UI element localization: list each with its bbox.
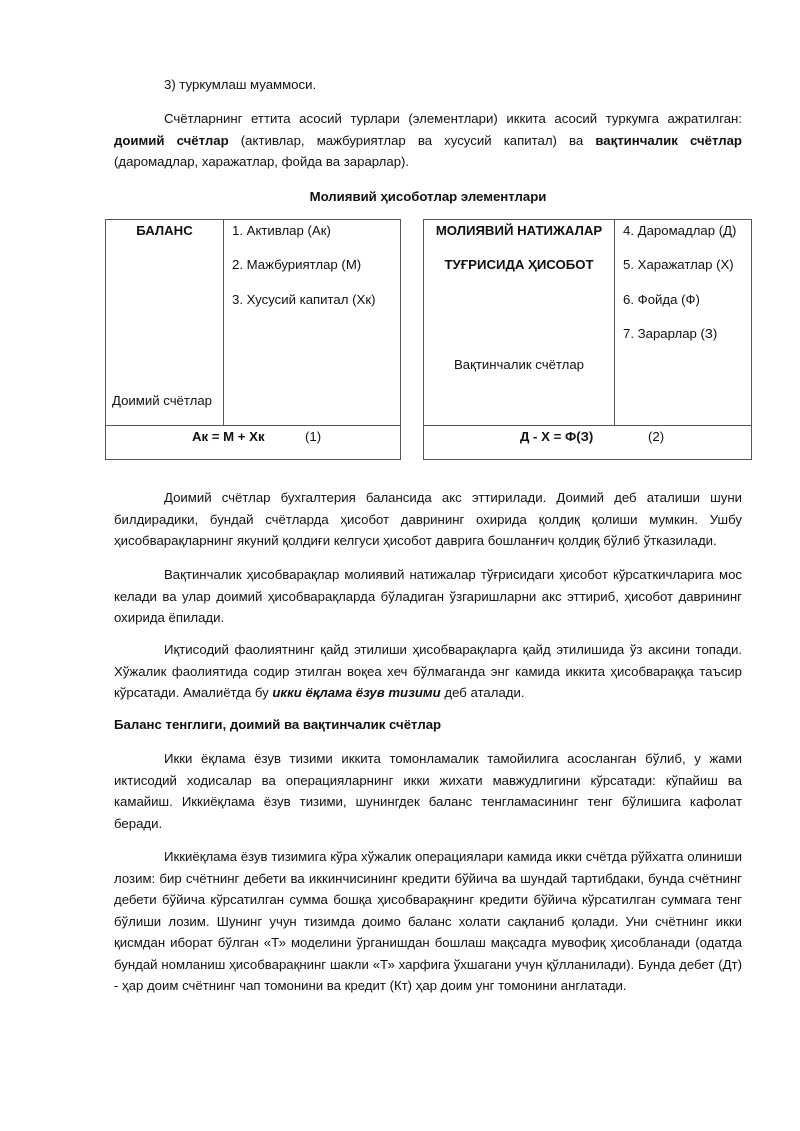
intro-text-2: (активлар, мажбуриятлар ва хусусий капитал) ва — [228, 132, 596, 148]
paragraph-temporary-accounts: Вақтинчалик ҳисобварақлар молиявий натижалар тўғрисидаги ҳисобот кўрсаткичларига мос келади ва улар доимий ҳисобварақларда бўладиган ўзгаришларни акс эттириб, ҳисобот даврининг охирида ёпилади. — [114, 567, 742, 625]
double-entry-text-1: Иқтисодий фаолиятнинг қайд этилиши ҳисобварақларга қайд этилишида ўз аксини топади. Хўжалик фаолиятида содир этилган воқеа хеч бўлмаганда энг камида иккита ҳисобвараққа таъсир кўрсатади. Амалиётда бу — [114, 642, 742, 700]
results-item: 5. Харажатлар (Х) — [623, 257, 734, 273]
results-formula-number: (2) — [648, 429, 665, 444]
balance-title-cell — [106, 220, 224, 426]
intro-paragraph — [114, 108, 742, 173]
results-title-line-2: ТУҒРИСИДА ҲИСОБОТ — [444, 257, 594, 272]
intro-text-3: (даромадлар, харажатлар, фойда ва зарарлар). — [114, 154, 410, 169]
balance-formula-number: (1) — [305, 429, 322, 444]
paragraph-t-model: Иккиёқлама ёзув тизимига кўра хўжалик операциялари камида икки счётда рўйхатга олиниши лозим: бир счётнинг дебети ва иккинчисининг кредити бўйича ва шундай тартибдаки, бунда счётнинг дебети бўйича кўрсатилган сумма бошқа ҳисобварақнинг кредити бўйича кўрсатилган суммага тенг бўлиши лозим. Шунинг учун тизимда доимо баланс холати сақланиб қолади. Уни счётнинг икки қисмдан иборат бўлган «Т» моделини ўрганишдан бошлаш мақсадга мувофиқ ҳисобланади (одатда бундай номланиш ҳисобварақнинг шакли «Т» харфига ўхшагани учун қўлланилади). Бунда дебет (Дт) - ҳар доим счётнинг чап томонини ва кредит (Кт) ҳар доим унг томонини англатади. — [114, 849, 742, 993]
balance-table — [105, 219, 401, 460]
paragraph-double-entry-principle: Икки ёқлама ёзув тизими иккита томонламалик тамойилига асосланган бўлиб, у жами иктисодий ходисалар ва операцияларнинг икки жихати мавжудлигини кўрсатади: кўпайиш ва камайиш. Иккиёқлама ёзув тизими, шунингдек баланс тенгламасининг тенг бўлишига кафолат беради. — [114, 751, 742, 831]
table-caption: Молиявий ҳисоботлар элементлари — [309, 189, 547, 204]
balance-item: 2. Мажбуриятлар (М) — [232, 257, 362, 273]
results-item: 7. Зарарлар (З) — [623, 325, 718, 341]
results-title-cell — [424, 220, 615, 426]
balance-formula-cell — [106, 426, 401, 460]
results-item: 4. Даромадлар (Д) — [623, 223, 737, 238]
balance-item: 3. Хусусий капитал (Хк) — [232, 291, 376, 307]
balance-subtitle: Доимий счётлар — [112, 392, 213, 408]
intro-text-1: Счётларнинг еттита асосий турлари (элементлари) иккита асосий туркумга ажратилган: — [164, 111, 742, 126]
results-formula-cell — [424, 426, 752, 460]
financial-results-table — [423, 219, 752, 460]
results-formula: Д - Х = Ф(З) — [520, 429, 594, 444]
balance-item: 1. Активлар (Ак) — [232, 223, 331, 238]
intro-bold-permanent: доимий счётлар — [114, 132, 229, 148]
balance-formula: Ак = М + Хк — [192, 429, 265, 444]
results-item: 6. Фойда (Ф) — [623, 291, 700, 307]
balance-title: БАЛАНС — [136, 223, 193, 238]
paragraph-double-entry — [114, 639, 742, 704]
section-heading: Баланс тенглиги, доимий ва вақтинчалик счётлар — [114, 717, 442, 732]
results-items-cell — [615, 220, 752, 426]
results-title-line-1: МОЛИЯВИЙ НАТИЖАЛАР — [435, 223, 603, 238]
results-subtitle: Вақтинчалик счётлар — [453, 357, 585, 372]
double-entry-term: икки ёқлама ёзув тизими — [272, 685, 441, 700]
paragraph-permanent-accounts: Доимий счётлар бухгалтерия балансида акс эттирилади. Доимий деб аталиши шуни билдирадики, бундай счётларда ҳисобот даврининг охирида қолдиқ қолиши мумкин. Ушбу ҳисобварақларнинг якуний қолдиғи келгуси ҳисобот даврига бошланғич қолдиқ бўлиб ўтказилади. — [114, 490, 742, 548]
balance-items-cell — [224, 220, 401, 426]
intro-bold-temporary: вақтинчалик счётлар — [595, 132, 742, 148]
double-entry-text-2: деб аталади. — [440, 685, 525, 700]
list-item-classification-problem: 3) туркумлаш муаммоси. — [164, 77, 317, 92]
